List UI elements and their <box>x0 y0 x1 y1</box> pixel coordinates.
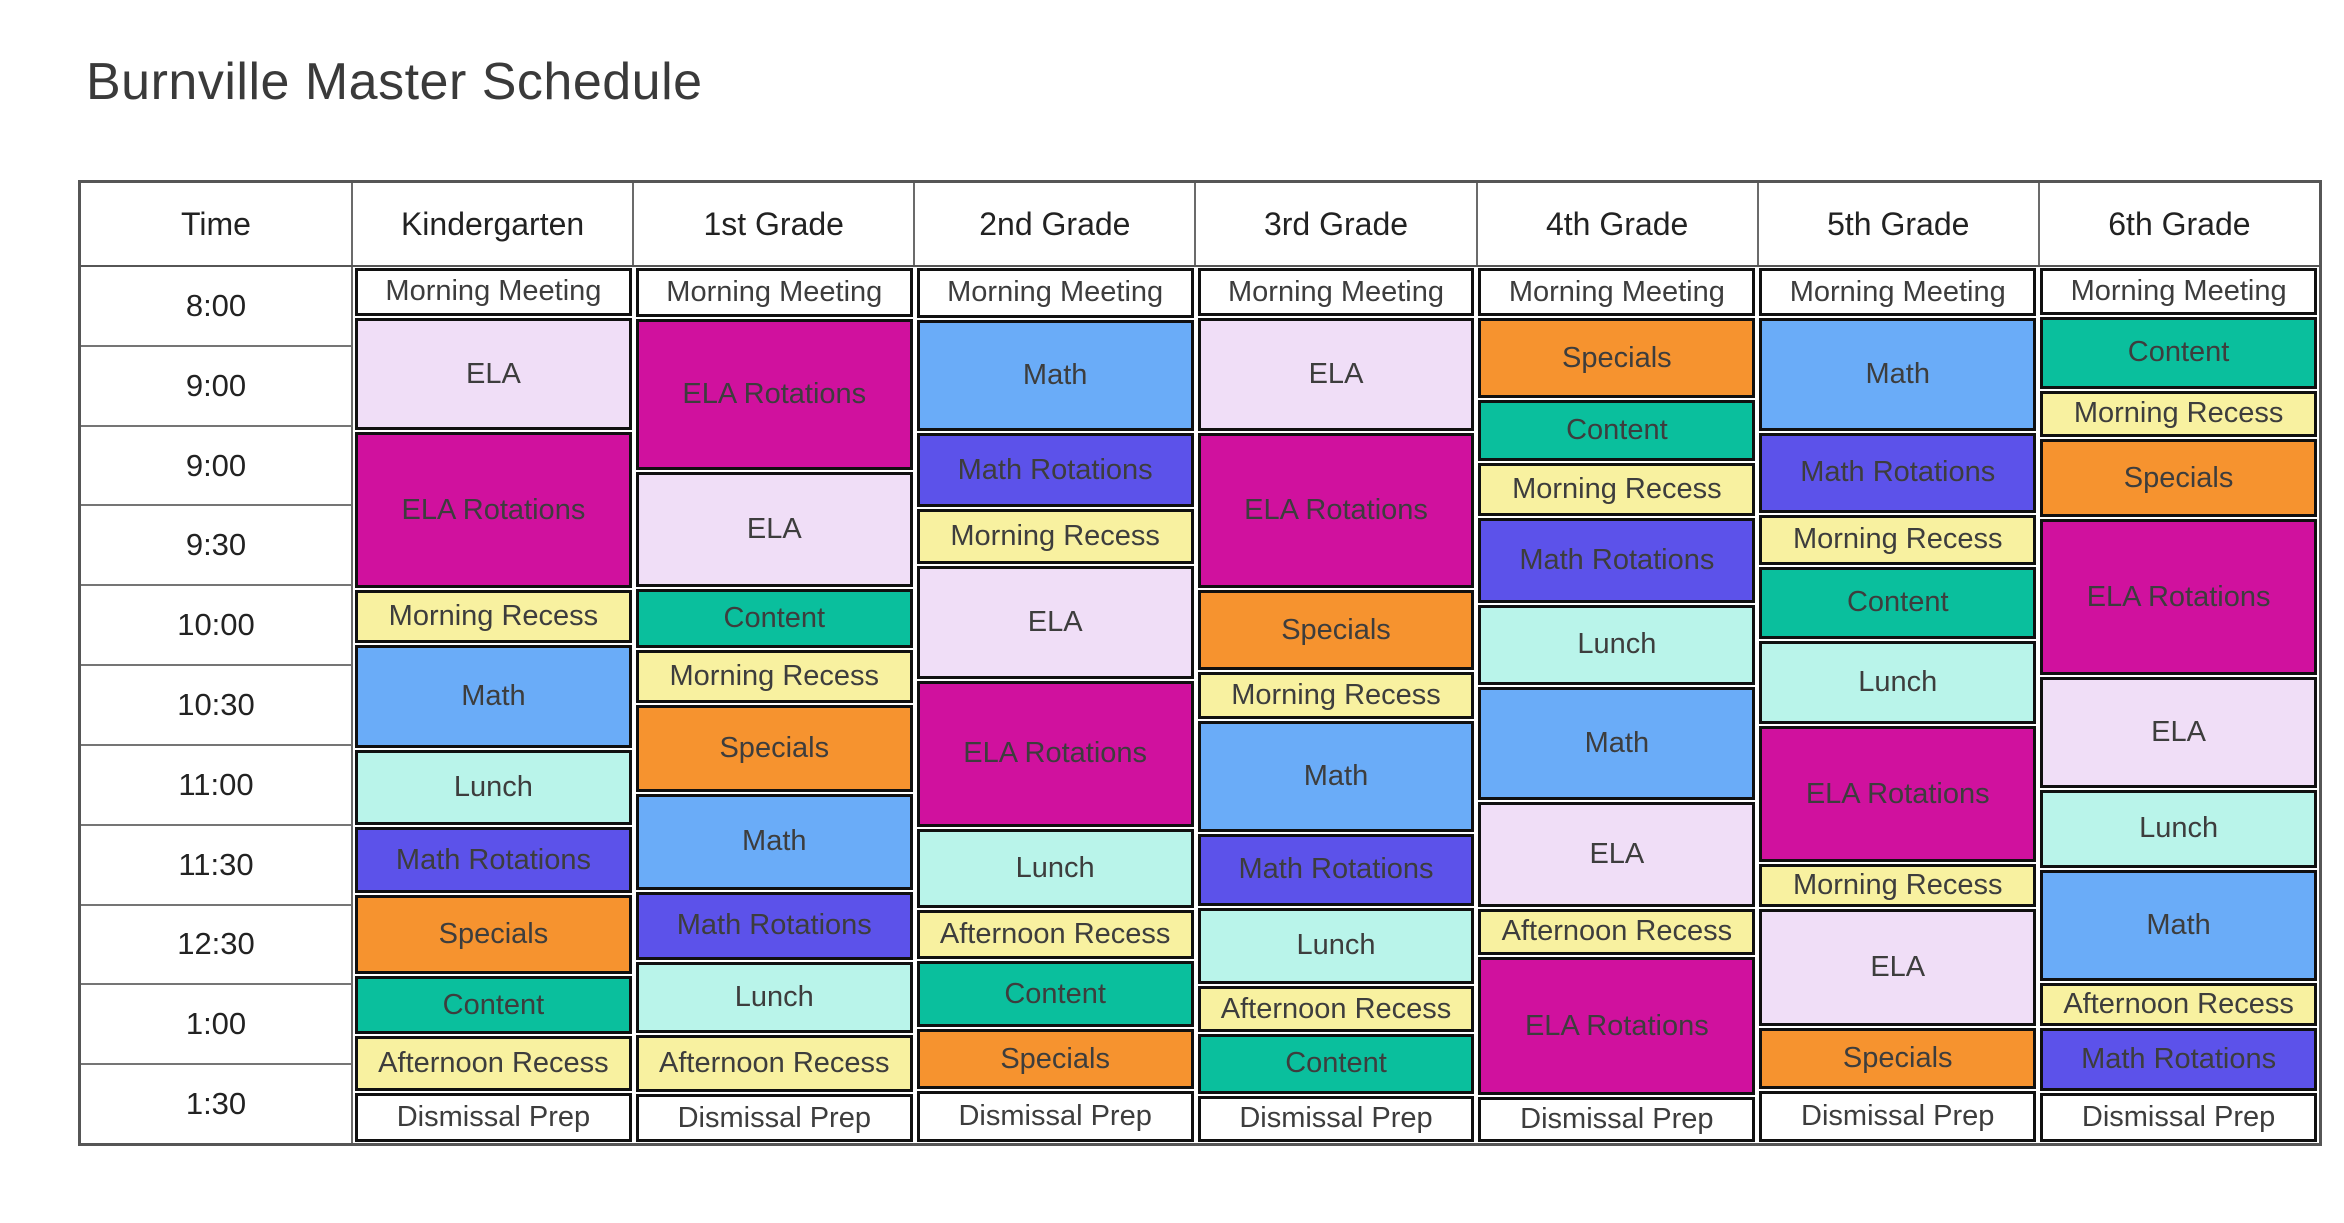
schedule-block-meeting: Morning Meeting <box>2040 268 2317 315</box>
schedule-block-ela: ELA <box>355 318 632 431</box>
schedule-block-recess: Morning Recess <box>1198 672 1475 719</box>
column-header-5th-grade: 5th Grade <box>1759 183 2040 265</box>
grade-column-3rd-grade <box>1196 267 1477 1143</box>
schedule-block-recess: Afternoon Recess <box>636 1035 913 1093</box>
schedule-block-specials: Specials <box>1478 318 1755 397</box>
time-cell: 1:00 <box>81 985 351 1065</box>
schedule-block-ela_rotations: ELA Rotations <box>355 432 632 587</box>
schedule-block-math_rotations: Math Rotations <box>636 892 913 960</box>
schedule-block-math: Math <box>1478 687 1755 800</box>
schedule-block-ela_rotations: ELA Rotations <box>636 319 913 470</box>
schedule-block-math_rotations: Math Rotations <box>355 827 632 893</box>
schedule-block-content: Content <box>1759 567 2036 640</box>
column-header-2nd-grade: 2nd Grade <box>915 183 1196 265</box>
schedule-block-math: Math <box>636 794 913 890</box>
schedule-block-math: Math <box>1759 318 2036 430</box>
time-cell: 11:00 <box>81 746 351 826</box>
schedule-block-ela: ELA <box>1198 318 1475 430</box>
time-cell: 11:30 <box>81 826 351 906</box>
grade-column-5th-grade <box>1757 267 2038 1143</box>
time-cell: 10:30 <box>81 666 351 746</box>
time-cell: 12:30 <box>81 906 351 986</box>
time-column <box>81 267 353 1143</box>
time-cell: 1:30 <box>185 1086 247 1122</box>
grade-column-4th-grade <box>1476 267 1757 1143</box>
schedule-block-math_rotations: Math Rotations <box>2040 1028 2317 1091</box>
schedule-block-meeting: Morning Meeting <box>1198 268 1475 316</box>
schedule-block-recess: Morning Recess <box>1759 864 2036 907</box>
schedule-block-math_rotations: Math Rotations <box>1759 433 2036 513</box>
schedule-block-specials: Specials <box>1759 1028 2036 1089</box>
schedule-block-specials: Specials <box>355 895 632 974</box>
schedule-block-ela: ELA <box>1759 909 2036 1026</box>
grade-column-6th-grade <box>2038 267 2319 1143</box>
column-header-1st-grade: 1st Grade <box>634 183 915 265</box>
column-header-6th-grade: 6th Grade <box>2040 183 2319 265</box>
schedule-block-specials: Specials <box>2040 439 2317 517</box>
column-header-kindergarten: Kindergarten <box>353 183 634 265</box>
schedule-block-meeting: Dismissal Prep <box>1478 1097 1755 1142</box>
time-cell: 9:30 <box>81 506 351 586</box>
schedule-block-ela: ELA <box>2040 677 2317 788</box>
schedule-block-content: Content <box>1478 400 1755 462</box>
time-cell: 9:00 <box>81 427 351 507</box>
header-row <box>81 183 2319 267</box>
schedule-block-specials: Specials <box>636 705 913 792</box>
schedule-block-math_rotations: Math Rotations <box>1198 834 1475 906</box>
schedule-block-content: Content <box>636 589 913 648</box>
schedule-block-meeting: Morning Meeting <box>1759 268 2036 316</box>
schedule-block-lunch: Lunch <box>636 962 913 1033</box>
schedule-block-recess: Afternoon Recess <box>1198 986 1475 1033</box>
schedule-block-content: Content <box>355 976 632 1033</box>
column-header-4th-grade: 4th Grade <box>1478 183 1759 265</box>
schedule-block-math: Math <box>2040 870 2317 981</box>
schedule-block-specials: Specials <box>917 1029 1194 1089</box>
schedule-block-math_rotations: Math Rotations <box>1478 518 1755 603</box>
schedule-block-ela: ELA <box>1478 802 1755 907</box>
time-cell: 9:00 <box>81 347 351 427</box>
schedule-block-meeting: Dismissal Prep <box>1198 1096 1475 1143</box>
column-header-time: Time <box>81 183 353 265</box>
schedule-block-content: Content <box>917 961 1194 1028</box>
schedule-block-lunch: Lunch <box>2040 790 2317 868</box>
time-cell: 10:00 <box>81 586 351 666</box>
schedule-block-recess: Morning Recess <box>2040 391 2317 437</box>
schedule-block-math_rotations: Math Rotations <box>917 433 1194 506</box>
schedule-block-meeting: Dismissal Prep <box>355 1093 632 1142</box>
schedule-block-ela: ELA <box>636 472 913 587</box>
schedule-block-recess: Afternoon Recess <box>355 1036 632 1091</box>
schedule-block-ela_rotations: ELA Rotations <box>1759 726 2036 861</box>
grade-column-2nd-grade <box>915 267 1196 1143</box>
page-title: Burnville Master Schedule <box>86 53 703 111</box>
schedule-block-lunch: Lunch <box>1198 908 1475 984</box>
schedule-block-meeting: Morning Meeting <box>636 268 913 317</box>
schedule-block-recess: Afternoon Recess <box>917 910 1194 959</box>
schedule-block-recess: Afternoon Recess <box>2040 983 2317 1026</box>
schedule-block-meeting: Morning Meeting <box>355 268 632 316</box>
schedule-block-ela_rotations: ELA Rotations <box>917 681 1194 827</box>
table-body <box>81 267 2319 1143</box>
schedule-block-meeting: Dismissal Prep <box>636 1094 913 1142</box>
schedule-block-lunch: Lunch <box>917 829 1194 908</box>
schedule-block-recess: Afternoon Recess <box>1478 909 1755 955</box>
schedule-block-recess: Morning Recess <box>917 509 1194 564</box>
schedule-block-ela_rotations: ELA Rotations <box>1198 433 1475 589</box>
schedule-block-meeting: Dismissal Prep <box>917 1091 1194 1142</box>
schedule-block-lunch: Lunch <box>355 750 632 825</box>
schedule-block-meeting: Dismissal Prep <box>2040 1093 2317 1142</box>
schedule-table <box>78 180 2322 1146</box>
schedule-block-ela_rotations: ELA Rotations <box>1478 957 1755 1096</box>
grade-column-1st-grade <box>634 267 915 1143</box>
schedule-block-content: Content <box>1198 1034 1475 1093</box>
schedule-block-ela: ELA <box>917 566 1194 679</box>
schedule-block-recess: Morning Recess <box>1478 463 1755 515</box>
schedule-block-lunch: Lunch <box>1759 641 2036 724</box>
schedule-block-math: Math <box>355 645 632 748</box>
schedule-block-meeting: Dismissal Prep <box>1759 1091 2036 1142</box>
schedule-block-ela_rotations: ELA Rotations <box>2040 519 2317 675</box>
column-header-3rd-grade: 3rd Grade <box>1196 183 1477 265</box>
schedule-block-specials: Specials <box>1198 590 1475 670</box>
schedule-block-meeting: Morning Meeting <box>1478 268 1755 316</box>
schedule-block-recess: Morning Recess <box>355 590 632 643</box>
grade-column-kindergarten <box>353 267 634 1143</box>
schedule-block-recess: Morning Recess <box>1759 515 2036 564</box>
schedule-block-math: Math <box>1198 721 1475 832</box>
schedule-block-math: Math <box>917 320 1194 431</box>
schedule-block-content: Content <box>2040 317 2317 389</box>
schedule-block-lunch: Lunch <box>1478 605 1755 685</box>
schedule-block-recess: Morning Recess <box>636 650 913 703</box>
schedule-block-meeting: Morning Meeting <box>917 268 1194 318</box>
time-cell: 8:00 <box>81 267 351 347</box>
